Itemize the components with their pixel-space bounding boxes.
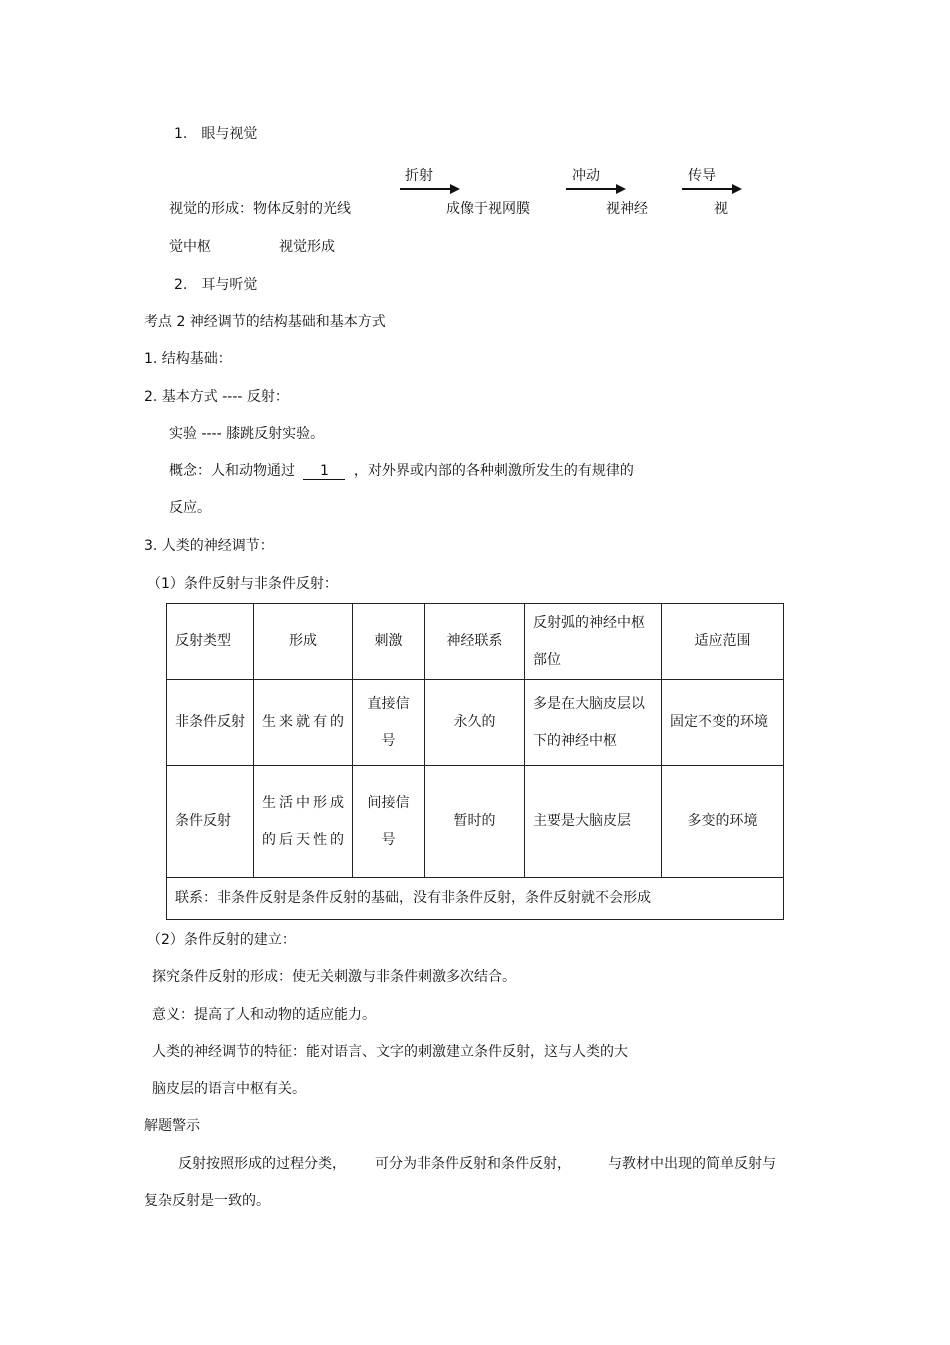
table-cell: 直接信号 bbox=[353, 680, 425, 766]
flow-stage-visual: 视 bbox=[714, 201, 728, 217]
arrow-head-icon bbox=[732, 184, 742, 194]
header-cell-scope: 适应范围 bbox=[662, 604, 784, 680]
table-cell: 固定不变的环境 bbox=[662, 680, 784, 766]
arrow-label-impulse: 冲动 bbox=[572, 168, 600, 184]
hint-text-part1: 反射按照形成的过程分类， bbox=[178, 1156, 346, 1172]
flow-lead-text: 视觉的形成：物体反射的光线 bbox=[169, 201, 351, 217]
hint-title: 解题警示 bbox=[144, 1118, 200, 1134]
concept-prefix: 概念：人和动物通过 bbox=[169, 463, 295, 479]
table-cell: 多变的环境 bbox=[662, 766, 784, 878]
explore-text: 探究条件反射的形成：使无关刺激与非条件刺激多次结合。 bbox=[152, 969, 516, 985]
table-footer-row bbox=[167, 878, 784, 920]
table-cell: 主要是大脑皮层 bbox=[525, 766, 662, 878]
experiment-text: 实验 ---- 膝跳反射实验。 bbox=[169, 426, 325, 442]
feature-text-line2: 脑皮层的语言中枢有关。 bbox=[152, 1081, 306, 1097]
concept-line bbox=[169, 464, 634, 480]
table-cell: 间接信号 bbox=[353, 766, 425, 878]
flow-stage-retina: 成像于视网膜 bbox=[446, 201, 530, 217]
arrow-line bbox=[400, 188, 450, 190]
hint-text-part3: 与教材中出现的简单反射与 bbox=[608, 1156, 776, 1172]
concept-suffix: ，对外界或内部的各种刺激所发生的有规律的 bbox=[353, 463, 634, 479]
table-row bbox=[167, 766, 784, 878]
concept-blank: 1 bbox=[303, 464, 345, 480]
header-cell-connection: 神经联系 bbox=[425, 604, 525, 680]
table-cell: 暂时的 bbox=[425, 766, 525, 878]
concept-end: 反应。 bbox=[169, 500, 211, 516]
header-cell-center: 反射弧的神经中枢部位 bbox=[525, 604, 662, 680]
topic-heading: 考点 2 神经调节的结构基础和基本方式 bbox=[144, 314, 386, 330]
arrow-head-icon bbox=[616, 184, 626, 194]
header-cell-type: 反射类型 bbox=[167, 604, 254, 680]
table-row bbox=[167, 680, 784, 766]
flow-tail-center: 觉中枢 bbox=[169, 239, 211, 255]
table-cell: 条件反射 bbox=[167, 766, 254, 878]
arrow-label-conduction: 传导 bbox=[688, 168, 716, 184]
human-regulation-item: 3. 人类的神经调节： bbox=[144, 538, 274, 554]
meaning-text: 意义：提高了人和动物的适应能力。 bbox=[152, 1007, 376, 1023]
header-cell-stimulus: 刺激 bbox=[353, 604, 425, 680]
eye-vision-title: 1. 眼与视觉 bbox=[174, 126, 258, 142]
ear-hearing-title: 2. 耳与听觉 bbox=[174, 277, 258, 293]
table-cell: 非条件反射 bbox=[167, 680, 254, 766]
table-cell: 生活中形成的后天性的 bbox=[254, 766, 353, 878]
flow-stage-optic-nerve: 视神经 bbox=[606, 201, 648, 217]
subsection-1: （1）条件反射与非条件反射： bbox=[147, 576, 338, 592]
structure-basis-item: 1. 结构基础： bbox=[144, 351, 232, 367]
table-cell: 永久的 bbox=[425, 680, 525, 766]
feature-text-line1: 人类的神经调节的特征：能对语言、文字的刺激建立条件反射，这与人类的大 bbox=[152, 1044, 628, 1060]
arrow-label-refraction: 折射 bbox=[405, 168, 433, 184]
basic-method-item: 2. 基本方式 ---- 反射： bbox=[144, 389, 289, 405]
table-cell: 多是在大脑皮层以下的神经中枢 bbox=[525, 680, 662, 766]
reflex-comparison-table bbox=[166, 603, 784, 920]
subsection-2: （2）条件反射的建立： bbox=[147, 932, 296, 948]
flow-tail-result: 视觉形成 bbox=[279, 239, 335, 255]
arrow-line bbox=[682, 188, 732, 190]
table-footer-cell: 联系：非条件反射是条件反射的基础，没有非条件反射，条件反射就不会形成 bbox=[167, 878, 784, 920]
hint-text-part2: 可分为非条件反射和条件反射， bbox=[375, 1156, 571, 1172]
table-header-row bbox=[167, 604, 784, 680]
arrow-head-icon bbox=[450, 184, 460, 194]
arrow-line bbox=[566, 188, 616, 190]
table-cell: 生来就有的 bbox=[254, 680, 353, 766]
hint-text-line2: 复杂反射是一致的。 bbox=[144, 1193, 270, 1209]
header-cell-formation: 形成 bbox=[254, 604, 353, 680]
